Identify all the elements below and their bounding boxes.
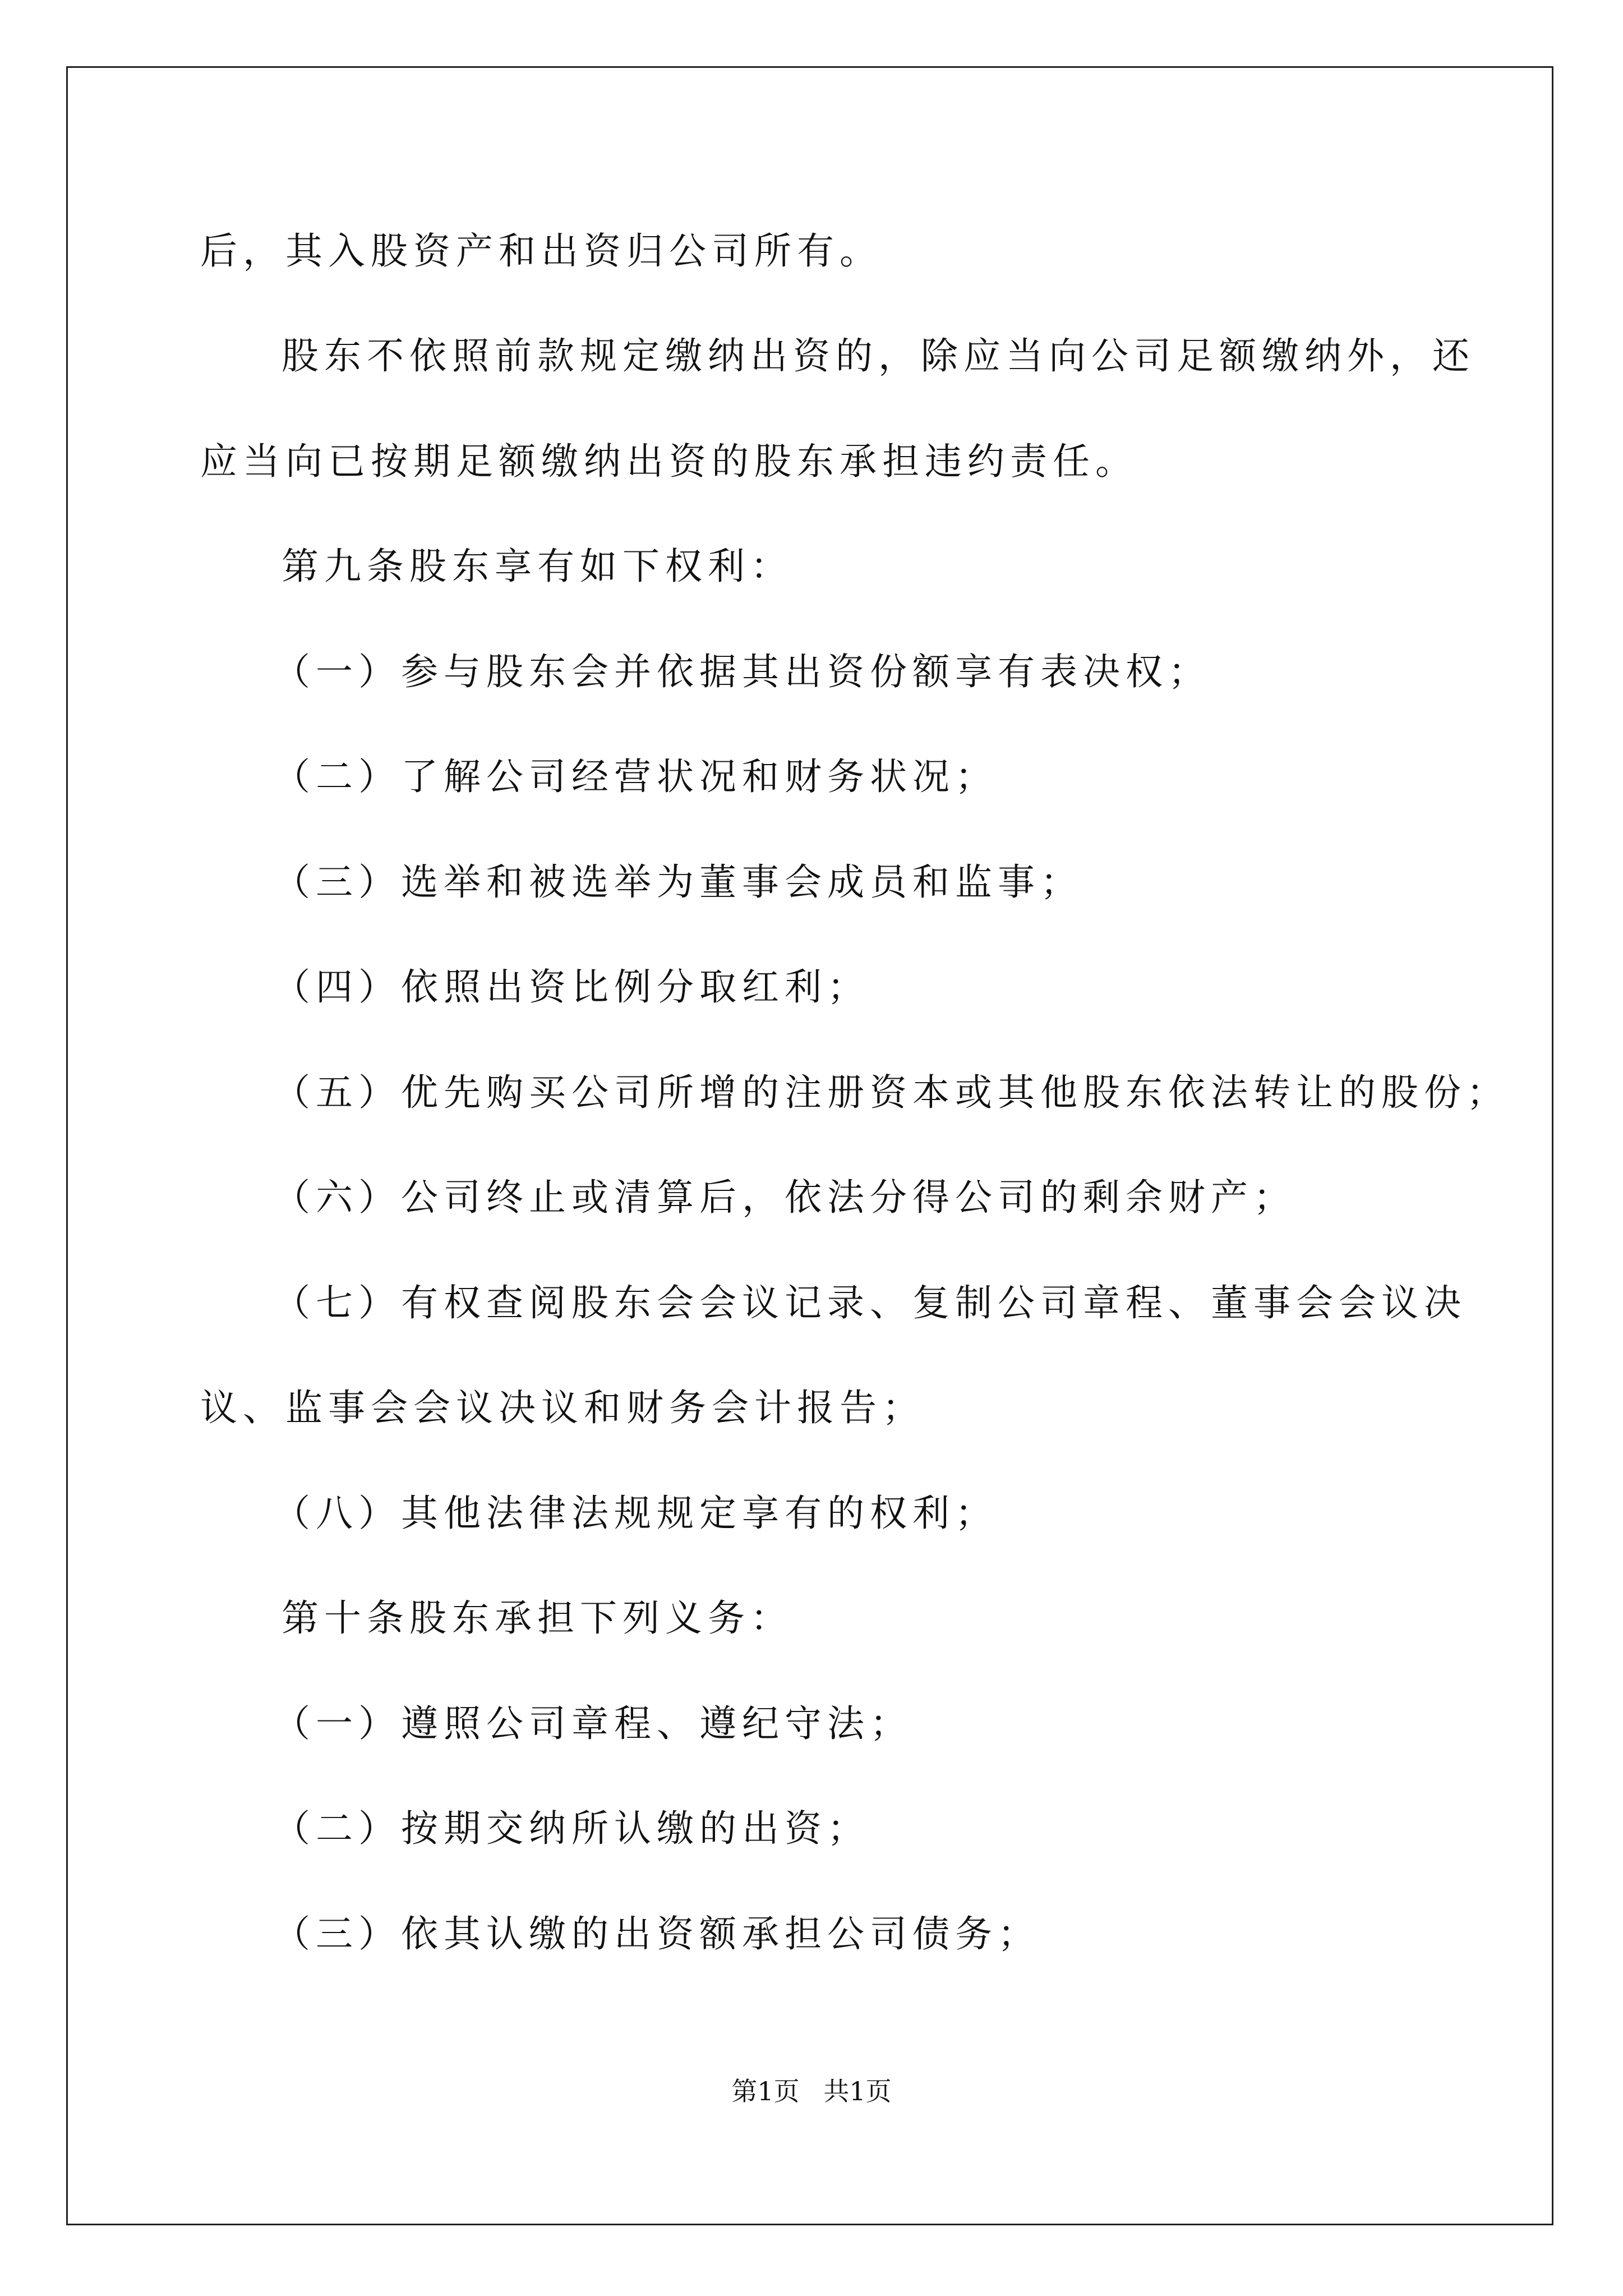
list-item: （八）其他法律法规规定享有的权利； [273,1492,998,1535]
page-number: 第1页 [731,2076,800,2106]
page-border [66,66,1553,2225]
paragraph-line: 应当向已按期足额缴纳出资的股东承担违约责任。 [200,440,1138,483]
list-item-continuation: 议、监事会会议决议和财务会计报告； [200,1386,925,1429]
list-item: （一）遵照公司章程、遵纪守法； [273,1702,912,1745]
list-item: （二）按期交纳所认缴的出资； [273,1807,870,1850]
paragraph-line: 股东不依照前款规定缴纳出资的，除应当向公司足额缴纳外，还 [282,334,1475,378]
paragraph-line: 后，其入股资产和出资归公司所有。 [200,229,882,273]
page-count: 共1页 [823,2076,892,2106]
list-item: （三）依其认缴的出资额承担公司债务； [273,1912,1040,1955]
list-item: （五）优先购买公司所增的注册资本或其他股东依法转让的股份； [273,1071,1509,1114]
list-item: （三）选举和被选举为董事会成员和监事； [273,861,1083,904]
list-item: （四）依照出资比例分取红利； [273,965,870,1009]
page-footer [0,2074,1623,2108]
list-item: （六）公司终止或清算后，依法分得公司的剩余财产； [273,1176,1296,1219]
list-item: （二）了解公司经营状况和财务状况； [273,755,998,798]
list-item: （七）有权查阅股东会会议记录、复制公司章程、董事会会议决 [273,1281,1467,1324]
article-heading: 第十条股东承担下列义务： [282,1596,793,1640]
article-heading: 第九条股东享有如下权利： [282,545,793,588]
list-item: （一）参与股东会并依据其出资份额享有表决权； [273,650,1211,693]
